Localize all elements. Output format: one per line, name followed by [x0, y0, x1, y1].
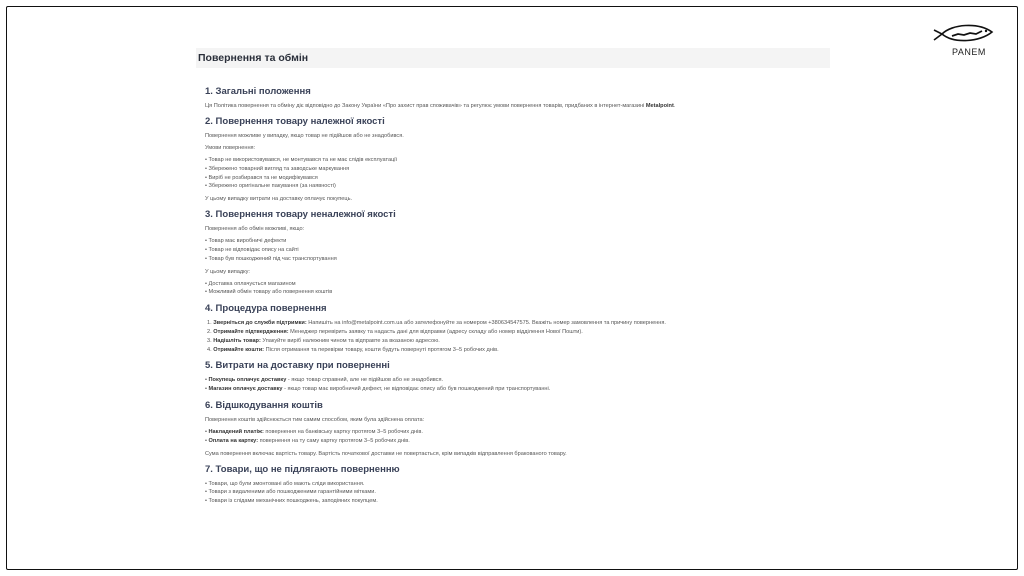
section-1-text: Ця Політика повернення та обміну діє відповідно до Закону України «Про захист прав споживачів» та регулює умови повернення товарів, придбаних в інтернет-магазині Metalpoint. — [205, 103, 676, 109]
section-2-note: У цьому випадку витрати на доставку оплачує покупець. — [205, 196, 353, 203]
list-item: • Збережено товарний вигляд та заводське маркування — [205, 165, 830, 174]
section-3-reasons-list — [205, 237, 830, 263]
brand-name: Metalpoint — [645, 103, 674, 109]
section-6-heading: 6. Відшкодування коштів — [205, 399, 323, 411]
list-item: • Виріб не розбирався та не модифікувався — [205, 174, 830, 183]
list-item: • Накладений платіж: повернення на банківську картку протягом 3–5 робочих днів. — [205, 428, 830, 437]
list-item: • Товар не використовувався, не монтувався та не має слідів експлуатації — [205, 156, 830, 165]
list-item: • Збережено оригінальне пакування (за наявності) — [205, 182, 830, 191]
section-7-list — [205, 480, 830, 506]
list-item: • Товар має виробничі дефекти — [205, 237, 830, 246]
section-2-heading: 2. Повернення товару належної якості — [205, 116, 385, 127]
list-item: • Товари, що були змонтовані або мають сліди використання. — [205, 480, 830, 489]
section-2-intro: Повернення можливе у випадку, якщо товар не підійшов або не знадобився. — [205, 133, 404, 139]
list-item: • Покупець оплачує доставку - якщо товар справний, але не підійшов або не знадобився. — [205, 376, 830, 385]
list-item: • Товар був пошкоджений під час транспортування — [205, 255, 830, 264]
section-4-steps — [205, 319, 830, 354]
list-item: 4. Отримайте кошти: Після отримання та перевірки товару, кошти будуть повернуті протягом 3–5 робочих днів. — [207, 346, 499, 353]
list-item: • Товар не відповідає опису на сайті — [205, 246, 830, 255]
list-item: • Товари з видаленими або пошкодженими гарантійними мітками. — [205, 488, 830, 497]
document-content — [196, 68, 830, 506]
section-6-intro: Повернення коштів здійснюється тим самим способом, яким була здійснена оплата: — [205, 416, 425, 423]
section-5-list — [205, 376, 830, 394]
list-item: • Товари із слідами механічних пошкоджень, заподіяних покупцем. — [205, 497, 830, 506]
list-item: • Доставка оплачується магазином — [205, 280, 830, 289]
list-item: • Магазин оплачує доставку - якщо товар має виробничий дефект, не відповідає опису або був пошкоджений при транспортуванні. — [205, 385, 830, 394]
brand-logo-text: PANEM — [952, 47, 986, 57]
page-title: Повернення та обмін — [196, 48, 830, 68]
section-5-heading: 5. Витрати на доставку при поверненні — [205, 360, 390, 372]
policy-document — [196, 48, 830, 532]
section-6-list — [205, 428, 830, 446]
section-3-intro: Повернення або обмін можливі, якщо: — [205, 226, 305, 233]
section-3-case-label: У цьому випадку: — [205, 268, 250, 275]
list-item: • Оплата на картку: повернення на ту саму картку протягом 3–5 робочих днів. — [205, 437, 830, 446]
section-3-heading: 3. Повернення товару неналежної якості — [205, 209, 396, 221]
section-1-heading: 1. Загальні положення — [205, 86, 311, 97]
section-6-note: Сума повернення включає вартість товару. Вартість початкової доставки не повертається, крім випадків відправлення бракованого товару. — [205, 450, 567, 457]
section-2-conditions-list — [205, 156, 830, 191]
list-item: 1. Зверніться до служби підтримки: Напишіть на info@metalpoint.com.ua або зателефонуйте за номером +380634547575. Вкажіть номер замовлення та причину повернення. — [207, 320, 666, 327]
list-item: 3. Надішліть товар: Упакуйте виріб належним чином та відправте за вказаною адресою. — [207, 337, 440, 344]
list-item: • Можливий обмін товару або повернення коштів — [205, 288, 830, 297]
section-7-heading: 7. Товари, що не підлягають поверненню — [205, 463, 400, 475]
section-4-heading: 4. Процедура повернення — [205, 303, 327, 315]
section-2-conditions-label: Умови повернення: — [205, 145, 256, 151]
list-item: 2. Отримайте підтвердження: Менеджер перевірить заявку та надасть дані для відправки (адресу складу або номер відділення Нової Пошти). — [207, 328, 583, 335]
section-3-case-list — [205, 280, 830, 298]
